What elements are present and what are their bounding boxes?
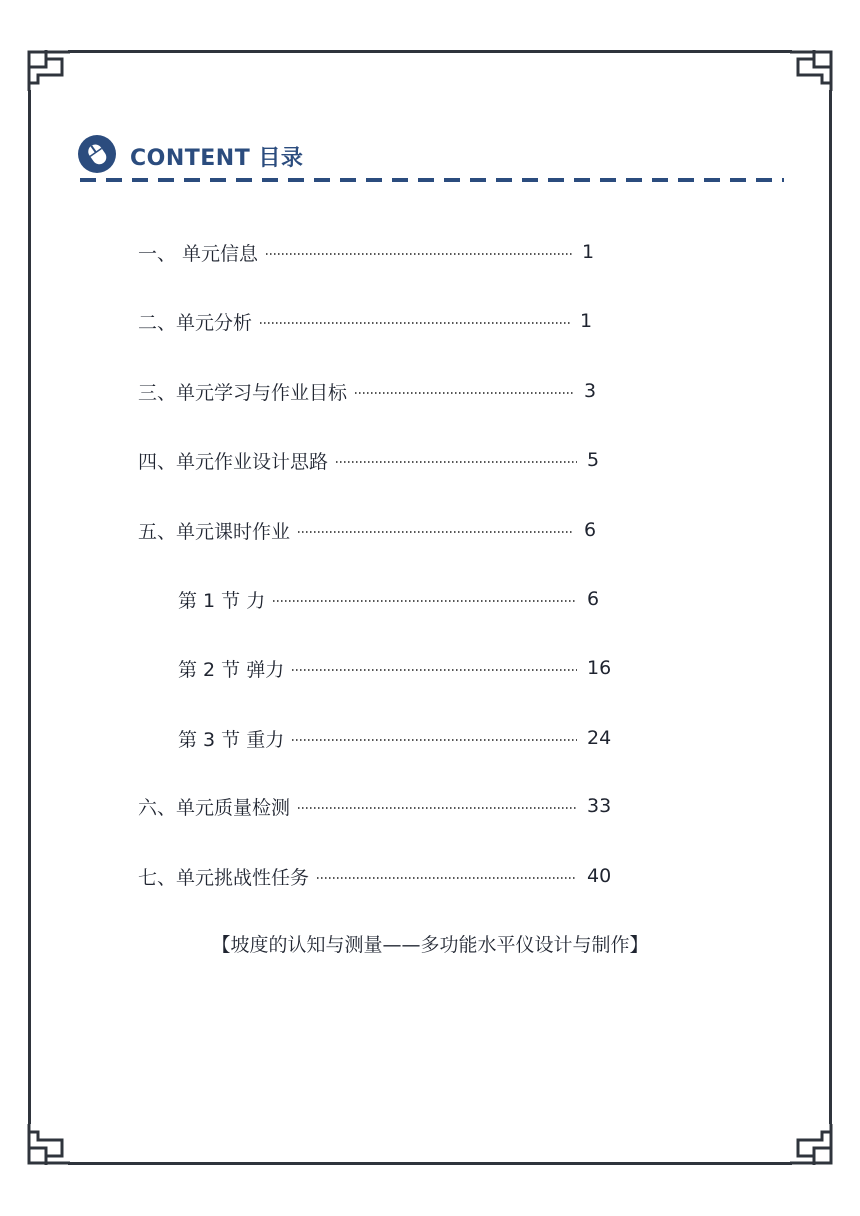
toc-dot-leader — [266, 253, 572, 255]
toc-entry-label: 三、单元学习与作业目标 — [138, 381, 348, 404]
toc-entry[interactable] — [178, 584, 635, 614]
toc-page-number: 40 — [587, 865, 612, 887]
toc-entry-label: 第 1 节 力 — [178, 589, 266, 612]
toc-page-number: 6 — [584, 519, 597, 541]
toc-dot-leader — [298, 531, 574, 533]
toc-dot-leader — [298, 807, 577, 809]
frame-bottom-border — [68, 1162, 792, 1165]
challenge-task-subtitle: 【坡度的认知与测量——多功能水平仪设计与制作】 — [211, 934, 649, 956]
frame-top-border — [68, 50, 792, 53]
toc-entry-label: 第 2 节 弹力 — [178, 658, 285, 681]
toc-page-number: 6 — [587, 588, 600, 610]
toc-dot-leader — [355, 392, 574, 394]
toc-entry-label: 第 3 节 重力 — [178, 728, 285, 751]
toc-page-number: 1 — [580, 310, 593, 332]
frame-left-border — [28, 90, 31, 1124]
page-title: CONTENT 目录 — [130, 146, 304, 171]
toc-entry[interactable] — [178, 653, 635, 683]
toc-entry[interactable] — [138, 376, 632, 406]
toc-entry[interactable] — [138, 445, 635, 475]
corner-ornament-top-right — [788, 47, 834, 93]
toc-page-number: 24 — [587, 727, 612, 749]
toc-dot-leader — [260, 322, 570, 324]
corner-ornament-bottom-left — [26, 1122, 72, 1168]
toc-page-number: 1 — [582, 241, 595, 263]
toc-dot-leader — [273, 600, 577, 602]
toc-entry[interactable] — [138, 515, 632, 545]
header-divider — [80, 178, 784, 182]
toc-entry-label: 六、单元质量检测 — [138, 796, 291, 819]
toc-page-number: 5 — [587, 449, 600, 471]
toc-entry[interactable] — [138, 237, 630, 267]
corner-ornament-top-left — [26, 47, 72, 93]
corner-ornament-bottom-right — [788, 1122, 834, 1168]
toc-dot-leader — [292, 739, 577, 741]
toc-entry-label: 五、单元课时作业 — [138, 520, 291, 543]
toc-entry-label: 七、单元挑战性任务 — [138, 866, 310, 889]
frame-right-border — [829, 90, 832, 1124]
toc-dot-leader — [336, 461, 577, 463]
toc-entry-label: 一、 单元信息 — [138, 242, 259, 265]
toc-entry[interactable] — [178, 723, 635, 753]
toc-page-number: 16 — [587, 657, 612, 679]
toc-dot-leader — [317, 877, 577, 879]
toc-dot-leader — [292, 669, 577, 671]
toc-entry[interactable] — [138, 861, 635, 891]
toc-page-number: 33 — [587, 795, 612, 817]
toc-page-number: 3 — [584, 380, 597, 402]
toc-entry[interactable] — [138, 306, 628, 336]
toc-entry-label: 二、单元分析 — [138, 311, 253, 334]
toc-entry-label: 四、单元作业设计思路 — [138, 450, 329, 473]
toc-entry[interactable] — [138, 791, 635, 821]
mouse-icon — [78, 135, 116, 173]
